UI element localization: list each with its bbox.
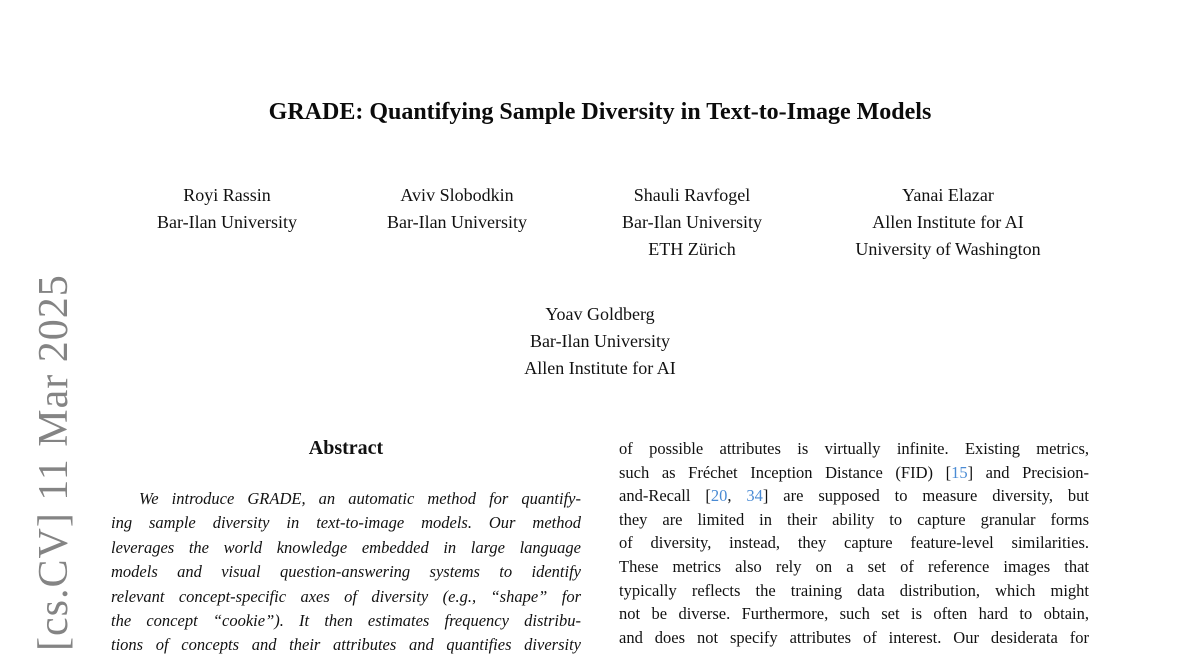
author-block [387, 182, 527, 236]
author-block [157, 182, 297, 236]
author-affiliation: Bar-Ilan University [386, 212, 528, 232]
author-name: Yoav Goldberg [545, 304, 655, 324]
text-line: These metrics also rely on a set of reference images that [619, 556, 1089, 576]
author-affiliation: Allen Institute for AI [524, 358, 676, 378]
text-line: they are limited in their ability to capture granular forms [619, 509, 1089, 529]
text-line: such as Fréchet Inception Distance (FID) [15] and Precision- [619, 462, 1089, 482]
left-column [111, 436, 581, 658]
author-block [855, 182, 1040, 263]
author-affiliation: ETH Zürich [648, 239, 736, 259]
author-name: Shauli Ravfogel [633, 185, 751, 205]
right-column-text [619, 437, 1089, 649]
text-line: and does not specify attributes of interest. Our desiderata for [619, 627, 1089, 647]
text-line: typically reflects the training data distribution, which might [619, 580, 1089, 600]
author-block [0, 301, 1200, 382]
author-block [622, 182, 762, 263]
text-line: tions of concepts and their attributes and quantifies diversity [111, 635, 581, 655]
text-line: We introduce GRADE, an automatic method for quantify- [139, 489, 581, 508]
text-line: and-Recall [20, 34] are supposed to measure diversity, but [619, 486, 1089, 506]
arxiv-watermark: [cs.CV] 11 Mar 2025 [31, 274, 77, 651]
author-name: Aviv Slobodkin [400, 185, 514, 205]
author-name: Yanai Elazar [902, 185, 994, 205]
text-line: relevant concept-specific axes of diversity (e.g., “shape” for [111, 586, 581, 606]
text-line: not be diverse. Furthermore, such set is often hard to obtain, [619, 604, 1089, 624]
text-line: leverages the world knowledge embedded in large language [111, 537, 581, 557]
citation-link[interactable]: 34 [746, 486, 763, 506]
author-affiliation: Bar-Ilan University [621, 212, 763, 232]
author-affiliation: Allen Institute for AI [872, 212, 1024, 232]
text-line: the concept “cookie”). It then estimates frequency distribu- [111, 611, 581, 631]
citation-link[interactable]: 20 [710, 486, 728, 506]
author-affiliation: Bar-Ilan University [156, 212, 298, 232]
text-line: ing sample diversity in text-to-image models. Our method [111, 513, 581, 533]
text-line: of diversity, instead, they capture feature-level similarities. [619, 533, 1089, 553]
citation-link[interactable]: 15 [951, 462, 968, 482]
author-name: Royi Rassin [183, 185, 271, 205]
author-affiliation: University of Washington [855, 239, 1041, 259]
abstract-heading: Abstract [308, 437, 384, 459]
author-affiliation: Bar-Ilan University [529, 331, 671, 351]
text-line: of possible attributes is virtually infinite. Existing metrics, [619, 439, 1089, 458]
paper-title: GRADE: Quantifying Sample Diversity in Text-to-Image Models [268, 99, 932, 125]
text-line: models and visual question-answering systems to identify [111, 562, 581, 582]
abstract-text [111, 487, 581, 658]
